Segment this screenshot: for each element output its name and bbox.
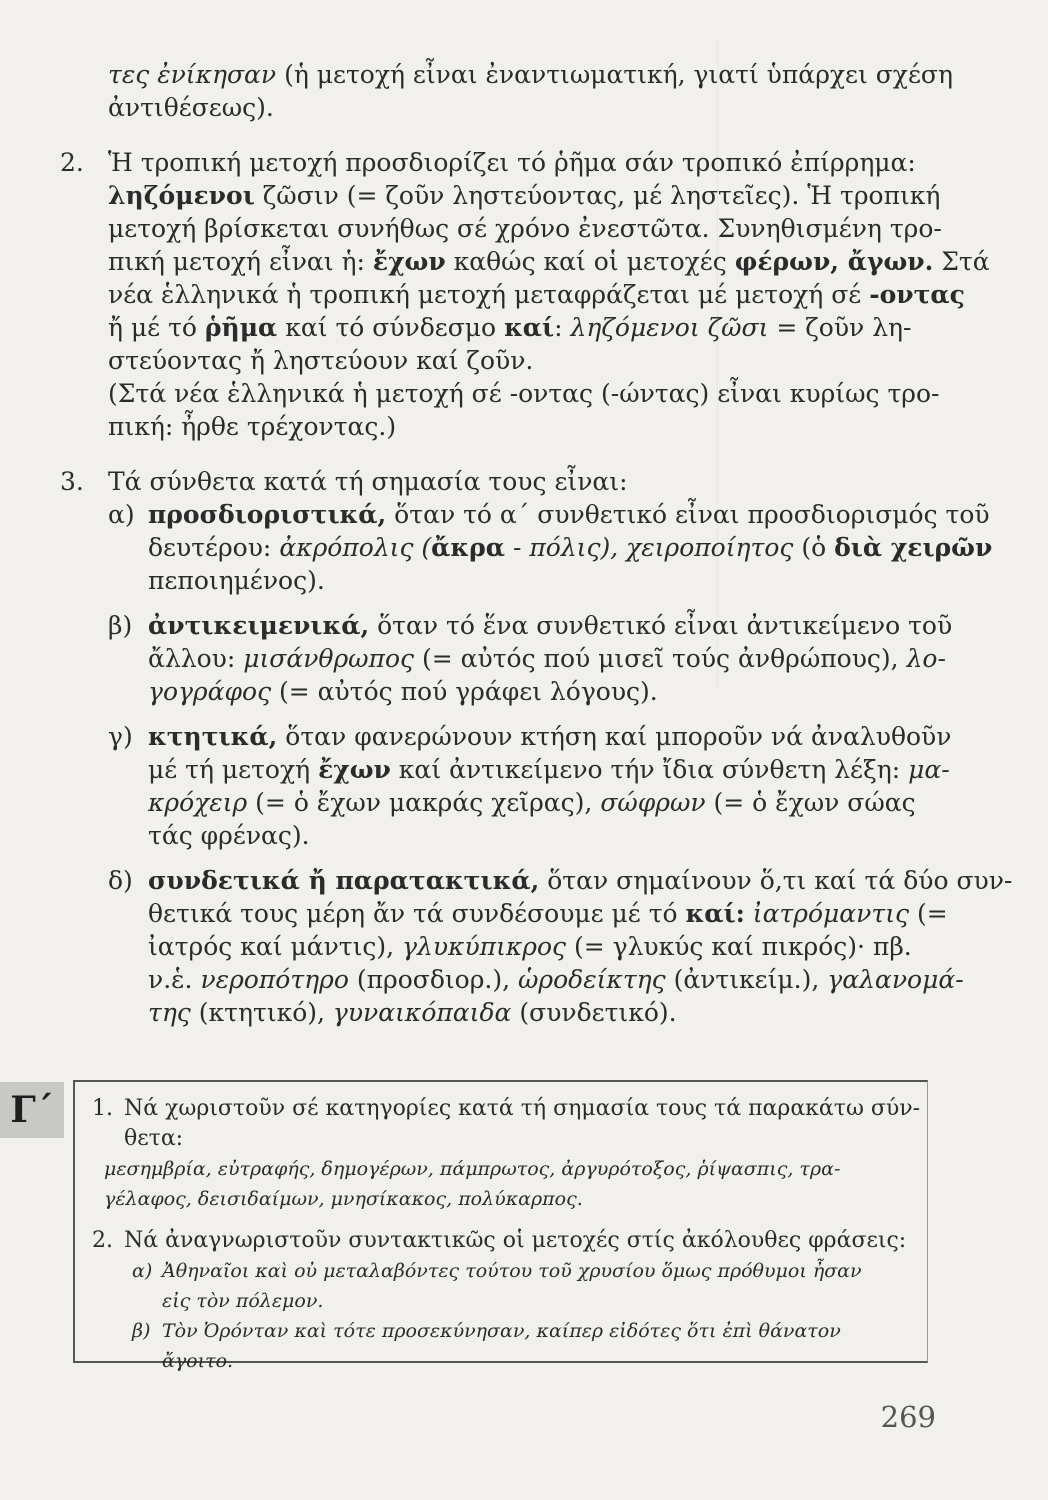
- item-number: 3.: [60, 467, 84, 496]
- italic-phrase: τες ἐνίκησαν: [108, 60, 277, 89]
- text-line: πική: ἦρθε τρέχοντας.): [108, 412, 397, 441]
- exercise-number: 2.: [92, 1228, 113, 1253]
- exercise-2a: α) Ἀθηναῖοι καὶ οὐ μεταλαβόντες τούτου τοῦ χρυσίου ὅμως πρόθυμοι ἦσαν εἰς τὸν πόλεμον.: [132, 1260, 862, 1312]
- bold-term: ἔχων: [372, 247, 446, 276]
- subitem-c: [108, 720, 1012, 852]
- text-line: ἰατρός καί μάντις), γλυκύπικρος (= γλυκύς καί πικρός)· πβ.: [148, 932, 912, 961]
- bold-term: ῥῆμα: [204, 313, 278, 342]
- text-line: ληζόμενοι ζῶσιν (= ζοῦν ληστεύοντας, μέ ληστεῖες). Ἡ τροπική: [108, 181, 941, 210]
- text-line: Ἡ τροπική μετοχή προσδιορίζει τό ῥῆμα σάν τροπικό ἐπίρρημα:: [108, 148, 916, 177]
- text-line: μετοχή βρίσκεται συνήθως σέ χρόνο ἐνεστῶτα. Συνηθισμένη τρο-: [108, 214, 942, 243]
- page-number: 269: [880, 1400, 936, 1434]
- text-line: της (κτητικό), γυναικόπαιδα (συνδετικό).: [148, 998, 677, 1027]
- bold-term: ἀντικειμενικά,: [148, 611, 370, 640]
- text-line: ν.ἑ. νεροπότηρο (προσδιορ.), ὡροδείκτης (ἀντικείμ.), γαλανομά-: [148, 965, 964, 994]
- word-list: γέλαφος, δεισιδαίμων, μνησίκακος, πολύκαρπος.: [104, 1188, 583, 1210]
- bold-term: συνδετικά ἤ παρατακτικά,: [148, 866, 540, 895]
- text-line: στεύοντας ἤ ληστεύουν καί ζοῦν.: [108, 346, 534, 375]
- subitem-label: β): [108, 611, 133, 640]
- text-line: ἀντικειμενικά, ὅταν τό ἕνα συνθετικό εἶναι ἀντικείμενο τοῦ: [148, 611, 953, 640]
- text-line: Τά σύνθετα κατά τή σημασία τους εἶναι:: [108, 467, 628, 496]
- subitem-b: [108, 609, 1012, 708]
- text-line: κτητικά, ὅταν φανερώνουν κτήση καί μποροῦν νά ἀναλυθοῦν: [148, 722, 952, 751]
- text-line: συνδετικά ἤ παρατακτικά, ὅταν σημαίνουν ὅ,τι καί τά δύο συν-: [148, 866, 1013, 895]
- text-line: μέ τή μετοχή ἔχων καί ἀντικείμενο τήν ἴδια σύνθετη λέξη: μα-: [148, 755, 950, 784]
- subitem-label: δ): [108, 866, 133, 895]
- exercises-block: [92, 1094, 921, 1376]
- text-line: πεποιημένος).: [148, 566, 325, 595]
- subitem-label: γ): [108, 722, 133, 751]
- text-line: πική μετοχή εἶναι ἡ: ἔχων καθώς καί οἱ μετοχές φέρων, ἄγων. Στά: [108, 247, 990, 276]
- text-line: θετικά τους μέρη ἄν τά συνδέσουμε μέ τό καί: ἰατρόμαντις (=: [148, 899, 948, 928]
- bold-term: προσδιοριστικά,: [148, 500, 387, 529]
- text-line: νέα ἑλληνικά ἡ τροπική μετοχή μεταφράζεται μέ μετοχή σέ -οντας: [108, 280, 965, 309]
- text-line: (Στά νέα ἑλληνικά ἡ μετοχή σέ -οντας (-ώντας) εἶναι κυρίως τρο-: [108, 379, 940, 408]
- exercise-2: 2. Νά ἀναγνωριστοῦν συντακτικῶς οἱ μετοχές στίς ἀκόλουθες φράσεις:: [92, 1226, 912, 1256]
- bold-term: ληζόμενοι: [108, 181, 255, 210]
- text-line: [108, 91, 938, 124]
- subitem-label: α): [108, 500, 135, 529]
- main-text: [60, 58, 1013, 1029]
- text-line: γογράφος (= αὐτός πού γράφει λόγους).: [148, 677, 658, 706]
- text-line: δευτέρου: ἀκρόπολις (ἄκρα - πόλις), χειροποίητος (ὁ διὰ χειρῶν: [148, 533, 993, 562]
- bold-term: -οντας: [869, 280, 965, 309]
- word-list: μεσημβρία, εὐτραφής, δημογέρων, πάμπρωτος, ἀργυρότοξος, ῥίψασπις, τρα-: [104, 1158, 841, 1180]
- text-line: ἤ μέ τό ῥῆμα καί τό σύνδεσμο καί: ληζόμενοι ζῶσι = ζοῦν λη-: [108, 313, 912, 342]
- item-number: 2.: [60, 148, 84, 177]
- subitem-d: [108, 864, 1013, 1029]
- rule-item-3: [60, 465, 1013, 1029]
- section-letter-tab: Γ΄: [0, 1082, 64, 1138]
- text-line: κρόχειρ (= ὁ ἔχων μακράς χεῖρας), σώφρων (= ὁ ἔχων σώας: [148, 788, 916, 817]
- subitem-a: [108, 498, 1012, 597]
- text-line: θετα:: [124, 1126, 184, 1151]
- text-line: ἄλλου: μισάνθρωπος (= αὐτός πού μισεῖ τούς ἀνθρώπους), λο-: [148, 644, 946, 673]
- exercise-2b: β) Τὸν Ὀρόνταν καὶ τότε προσεκύνησαν, καίπερ εἰδότες ὅτι ἐπὶ θάνατον ἄγοιτο.: [132, 1320, 841, 1372]
- text-line: [108, 58, 953, 91]
- text-span: (ἡ μετοχή εἶναι ἐναντιωματική, γιατί ὑπάρχει σχέση: [276, 60, 953, 89]
- text-line: προσδιοριστικά, ὅταν τό α΄ συνθετικό εἶναι προσδιορισμός τοῦ: [148, 500, 990, 529]
- exercise-1: 1. Νά χωριστοῦν σέ κατηγορίες κατά τή σημασία τους τά παρακάτω σύν-: [92, 1094, 912, 1124]
- bold-term: φέρων, ἄγων.: [734, 247, 934, 276]
- text-span: ἀντιθέσεως).: [108, 93, 274, 122]
- italic-phrase: ληζόμενοι ζῶσι: [570, 313, 769, 342]
- text-line: τάς φρένας).: [148, 821, 310, 850]
- bold-term: κτητικά,: [148, 722, 278, 751]
- exercise-number: 1.: [92, 1096, 113, 1121]
- rule-item-2: [60, 146, 990, 443]
- bold-term: καί: [504, 313, 555, 342]
